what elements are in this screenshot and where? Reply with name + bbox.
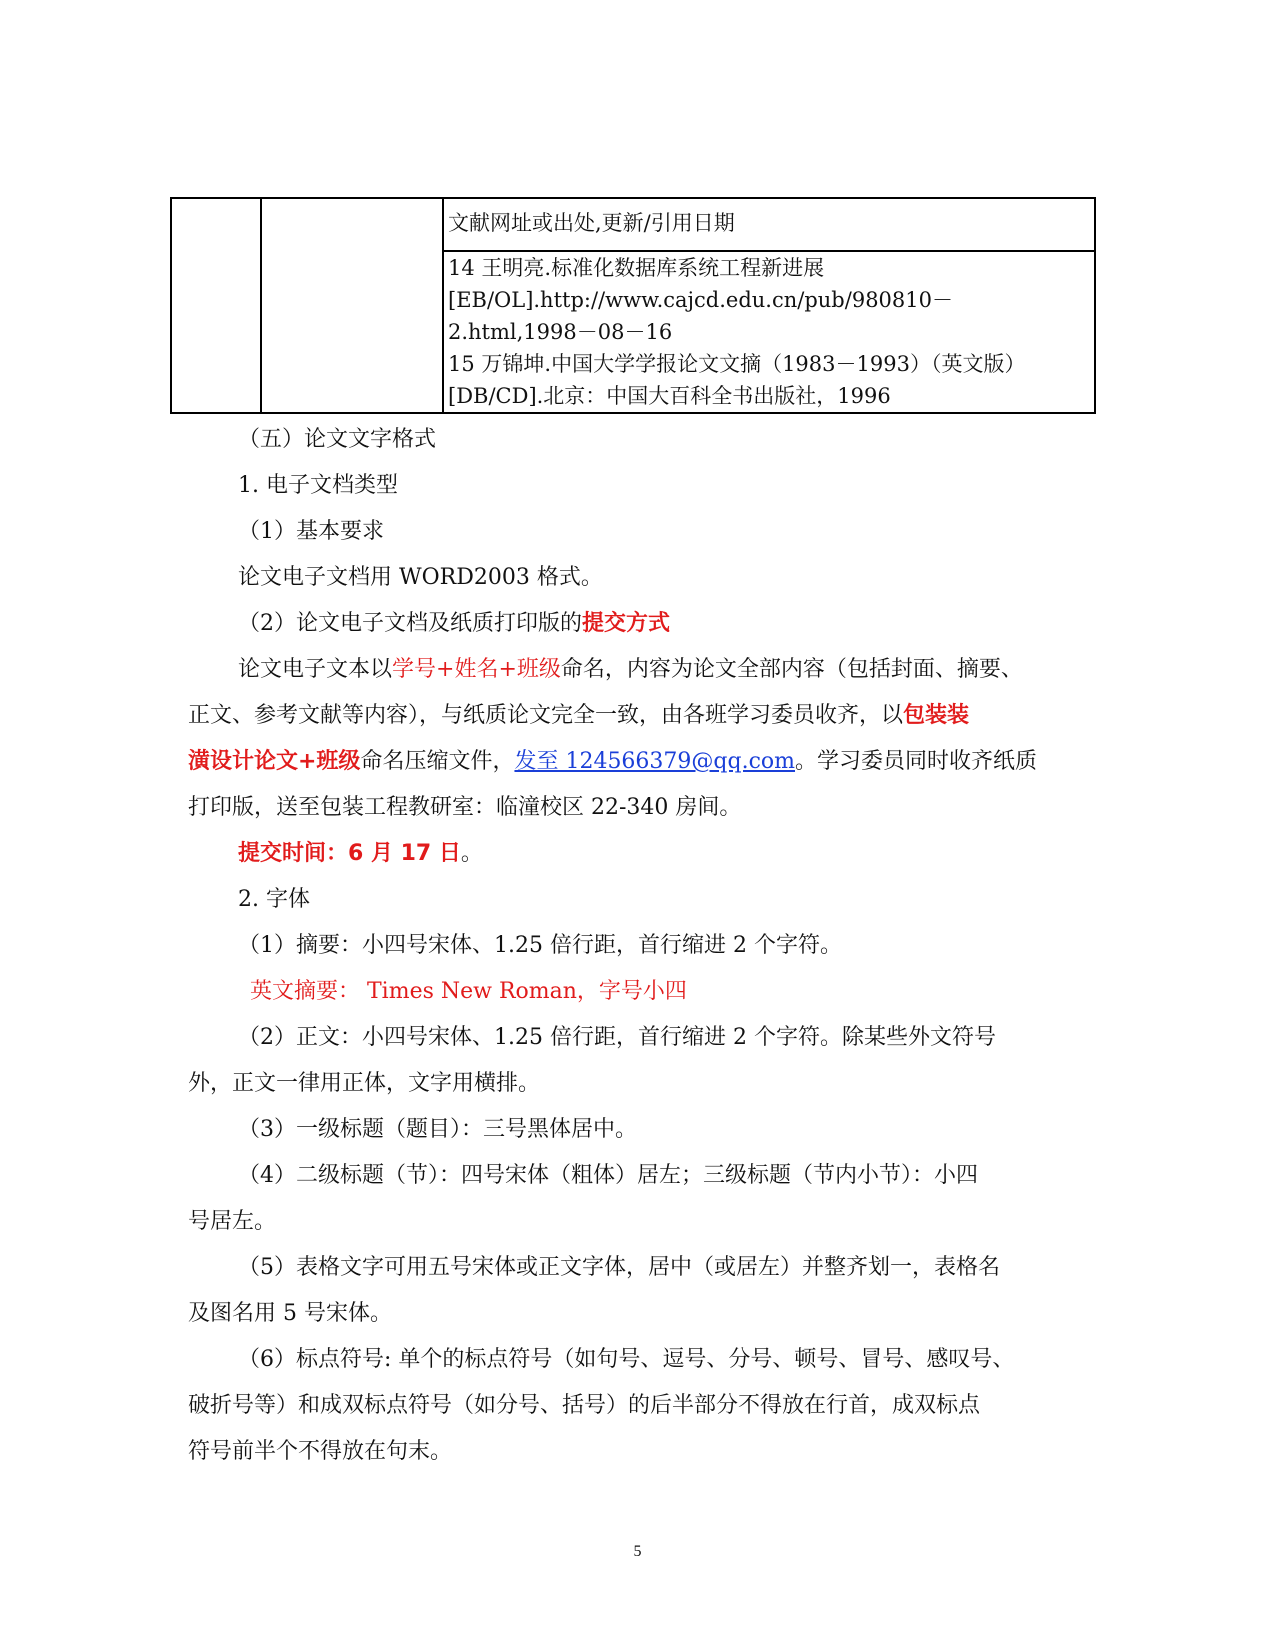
- item1-2-title: [238, 609, 670, 639]
- text-run: 正文、参考文献等内容），与纸质论文完全一致，由各班学习委员收齐，以: [188, 703, 904, 728]
- text-run: 命名，内容为论文全部内容（包括封面、摘要、: [560, 657, 1023, 682]
- section-title: （五）论文文字格式: [238, 427, 437, 452]
- rule-heading1: （3）一级标题（题目）：三号黑体居中。: [238, 1117, 637, 1142]
- email-link[interactable]: 发至 124566379@qq.com: [514, 749, 796, 774]
- example-line: 15 万锦坤.中国大学学报论文文摘（1983－1993）（英文版）: [448, 352, 1026, 376]
- example-line: 2.html,1998－08－16: [448, 320, 673, 344]
- rule-body-1: （2）正文：小四号宋体、1.25 倍行距，首行缩进 2 个字符。除某些外文符号: [238, 1025, 996, 1050]
- table-cell-empty-2: [261, 198, 443, 413]
- table-cell-empty-1: [171, 198, 261, 413]
- rule-english-abstract: 英文摘要： Times New Roman，字号小四: [250, 979, 687, 1004]
- submission-line-1: [238, 655, 1023, 685]
- item1-1-title: （1）基本要求: [238, 519, 384, 544]
- rule-punct-2: 破折号等）和成双标点符号（如分号、括号）的后半部分不得放在行首，成双标点: [188, 1393, 981, 1418]
- submission-line-3: [188, 747, 1037, 777]
- archive-name-red: 包装装: [903, 703, 970, 728]
- rule-heading23-1: （4）二级标题（节）：四号宋体（粗体）居左；三级标题（节内小节）：小四: [238, 1163, 978, 1188]
- rule-heading23-2: 号居左。: [188, 1209, 277, 1234]
- example-line: 14 王明亮.标准化数据库系统工程新进展: [448, 256, 825, 280]
- rule-punct-1: （6）标点符号: 单个的标点符号（如句号、逗号、分号、顿号、冒号、感叹号、: [238, 1347, 1015, 1372]
- example-line: [DB/CD].北京：中国大百科全书出版社，1996: [448, 384, 891, 408]
- item1-title: 1. 电子文档类型: [238, 473, 398, 498]
- format-text: 文献网址或出处,更新/引用日期: [448, 211, 735, 235]
- rule-abstract: （1）摘要：小四号宋体、1.25 倍行距，首行缩进 2 个字符。: [238, 933, 842, 958]
- item1-2-title-prefix: （2）论文电子文档及纸质打印版的: [238, 611, 582, 636]
- rule-punct-3: 符号前半个不得放在句末。: [188, 1439, 453, 1464]
- archive-name-red-cont: 潢设计论文+班级: [188, 749, 361, 774]
- rule-table-1: （5）表格文字可用五号宋体或正文字体，居中（或居左）并整齐划一，表格名: [238, 1255, 1000, 1280]
- page-number: 5: [633, 1543, 642, 1560]
- item2-title: 2. 字体: [238, 887, 310, 912]
- rule-table-2: 及图名用 5 号宋体。: [188, 1301, 392, 1326]
- submission-method-emphasis: 提交方式: [582, 611, 671, 636]
- deadline: [238, 839, 483, 869]
- reference-table: [170, 197, 1096, 414]
- text-run: 命名压缩文件，: [360, 749, 515, 774]
- naming-rule-red: 学号+姓名+班级: [392, 657, 561, 682]
- text-run: 。学习委员同时收齐纸质: [795, 749, 1038, 774]
- submission-line-2: [188, 701, 969, 731]
- rule-body-2: 外，正文一律用正体，文字用横排。: [188, 1071, 541, 1096]
- table-cell-examples: [443, 251, 1095, 413]
- deadline-red: 提交时间：6 月 17 日: [238, 841, 461, 866]
- table-cell-format: [443, 198, 1095, 251]
- text-run: 论文电子文本以: [238, 657, 393, 682]
- item1-1-text: 论文电子文档用 WORD2003 格式。: [238, 565, 603, 590]
- example-line: [EB/OL].http://www.cajcd.edu.cn/pub/980810－: [448, 288, 953, 312]
- submission-line-4: 打印版，送至包装工程教研室：临潼校区 22-340 房间。: [188, 795, 742, 820]
- text-run: 。: [460, 841, 483, 866]
